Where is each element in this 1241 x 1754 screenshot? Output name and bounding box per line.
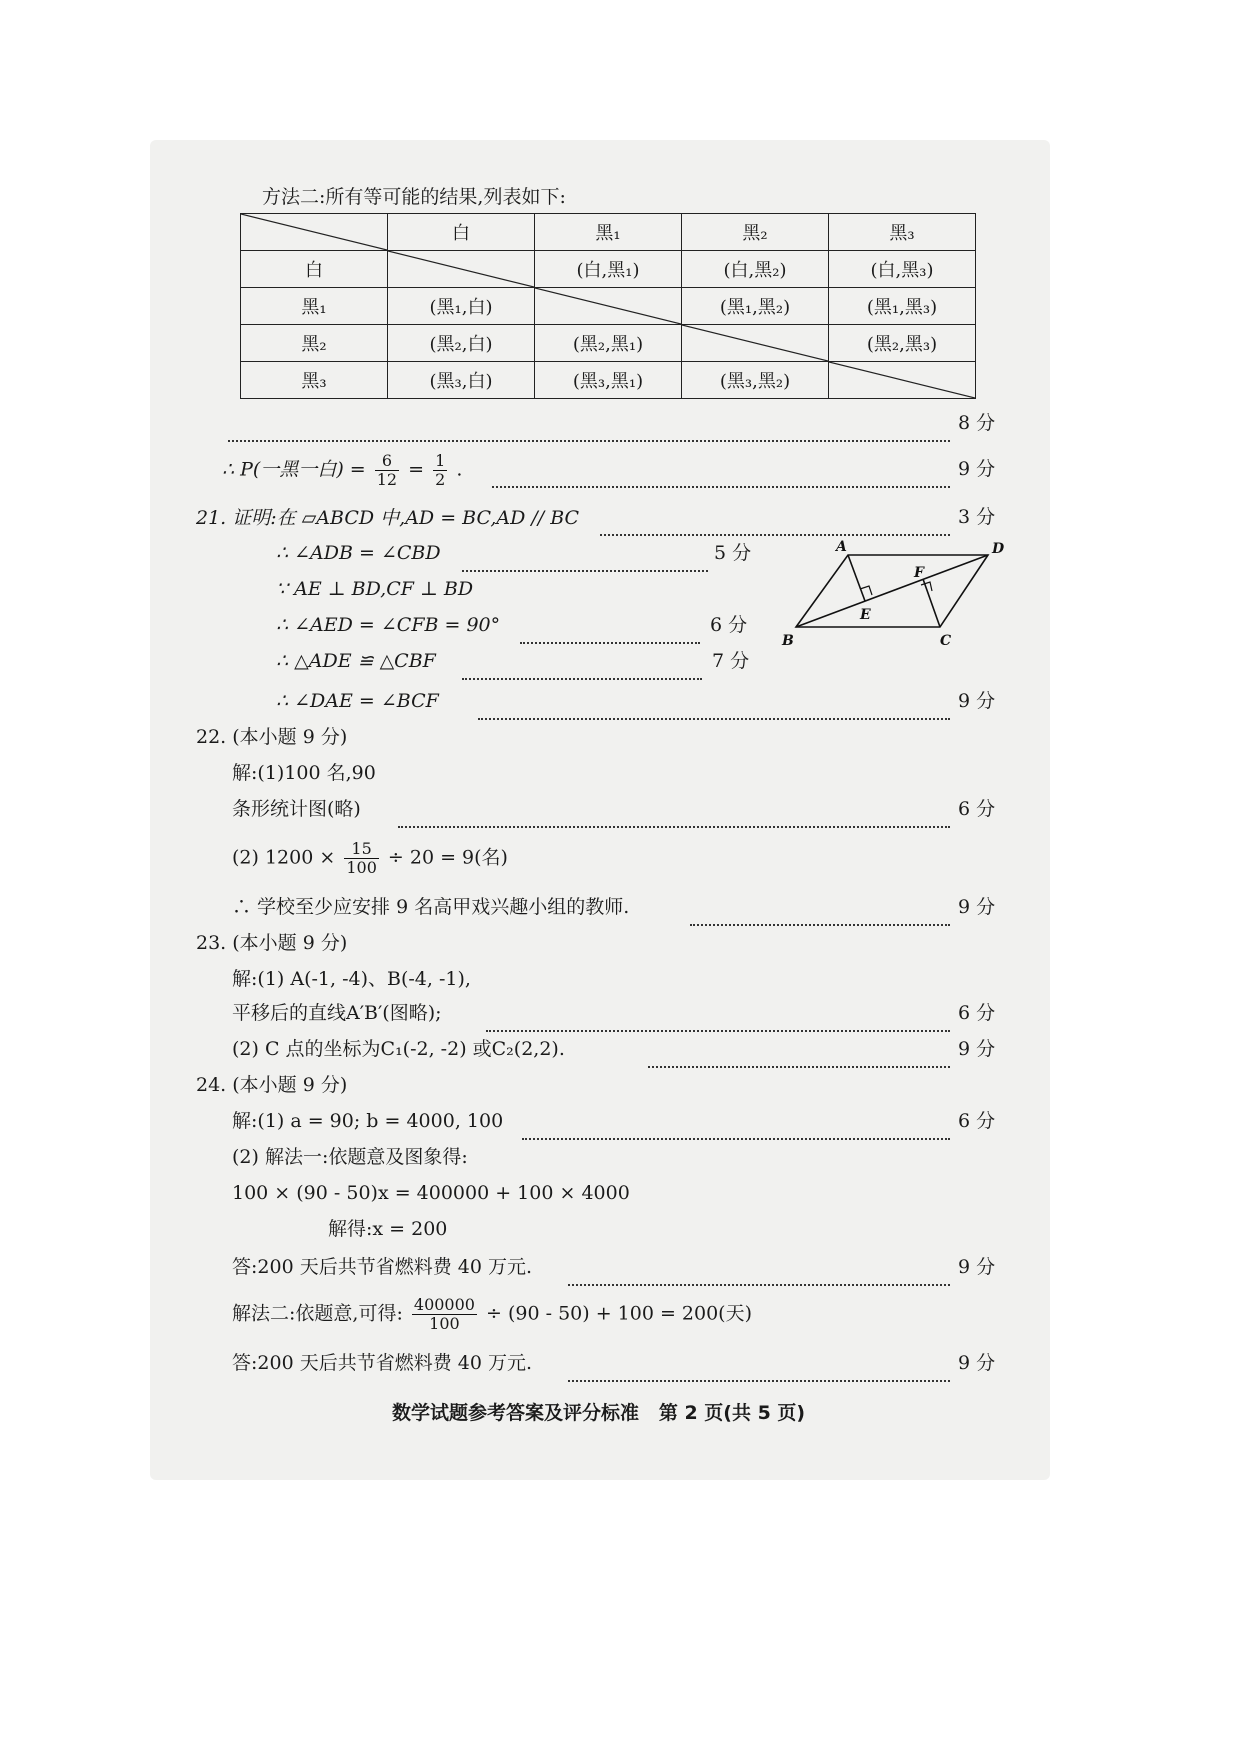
label-b: B (782, 633, 794, 649)
table-cell (535, 288, 682, 325)
score-label: 8 分 (958, 412, 996, 434)
parallelogram-figure (780, 535, 1010, 650)
q23-line3: (2) C 点的坐标为C₁(-2, -2) 或C₂(2,2). (232, 1038, 565, 1060)
score-label: 9 分 (958, 1038, 996, 1060)
q23-line2: 平移后的直线A′B′(图略); (232, 1002, 442, 1024)
diagonal-line (829, 362, 975, 398)
fraction: $\frac{400000}{100}$ (413, 1295, 475, 1333)
score-label: 9 分 (958, 1352, 996, 1374)
score-label: 9 分 (958, 458, 996, 480)
q22-title: 22. (本小题 9 分) (196, 726, 348, 748)
diagonal-line (388, 251, 534, 287)
q21-line1: 21. 证明:在 ▱ABCD 中,AD = BC,AD // BC (196, 507, 580, 529)
score-label: 3 分 (958, 506, 996, 528)
label-e: E (860, 607, 871, 623)
score-label: 9 分 (958, 896, 996, 918)
table-cell (829, 362, 976, 399)
table-cell: (黑₃,黑₂) (682, 362, 829, 399)
table-header-row (241, 214, 976, 251)
dotted-leader (462, 544, 708, 572)
q24-line6: 解法二:依题意,可得: $\frac{400000}{100}$ ÷ (90 - 50) + 100 = 200(天) (232, 1295, 753, 1333)
q21-line2: ∴ ∠ADB = ∠CBD (276, 542, 441, 564)
table-row (241, 251, 976, 288)
table-cell: (黑₁,黑₃) (829, 288, 976, 325)
q22-line1: 解:(1)100 名,90 (232, 762, 376, 784)
q24-line5: 答:200 天后共节省燃料费 40 万元. (232, 1256, 533, 1278)
q23-title: 23. (本小题 9 分) (196, 932, 348, 954)
diagonal-bd (796, 555, 988, 627)
dotted-leader (522, 1112, 950, 1140)
score-label: 6 分 (710, 614, 748, 636)
corner-cell (241, 214, 388, 251)
dotted-leader (648, 1040, 950, 1068)
table-cell: (黑₁,黑₂) (682, 288, 829, 325)
label-a: A (836, 539, 847, 555)
label-f: F (914, 565, 924, 581)
score-label: 5 分 (714, 542, 752, 564)
diagonal-line (535, 288, 681, 324)
q21-line4: ∴ ∠AED = ∠CFB = 90° (276, 614, 501, 636)
q24-line2: (2) 解法一:依题意及图象得: (232, 1146, 468, 1168)
fraction: $\frac{15}{100}$ (346, 839, 377, 877)
dotted-leader (690, 898, 950, 926)
q21-line6: ∴ ∠DAE = ∠BCF (276, 690, 439, 712)
prob-prefix: ∴ P(一黑一白) = (222, 458, 366, 481)
page-footer: 数学试题参考答案及评分标准 第 2 页(共 5 页) (392, 1402, 806, 1424)
table-row (241, 362, 976, 399)
table-cell: (黑₂,白) (388, 325, 535, 362)
q24-line4: 解得:x = 200 (328, 1218, 448, 1240)
q22-line2: 条形统计图(略) (232, 798, 361, 820)
q24-line7: 答:200 天后共节省燃料费 40 万元. (232, 1352, 533, 1374)
header-cell: 黑₁ (535, 214, 682, 251)
header-cell: 黑₃ (829, 214, 976, 251)
dotted-leader (398, 800, 950, 828)
table-cell (388, 251, 535, 288)
table-cell: (白,黑₁) (535, 251, 682, 288)
header-cell: 白 (388, 214, 535, 251)
score-label: 9 分 (958, 690, 996, 712)
q24-line3: 100 × (90 - 50)x = 400000 + 100 × 4000 (232, 1182, 630, 1204)
table-cell: (黑₃,白) (388, 362, 535, 399)
table-cell: (黑₁,白) (388, 288, 535, 325)
dotted-leader (462, 652, 702, 680)
score-label: 6 分 (958, 1002, 996, 1024)
diagonal-line (241, 214, 387, 250)
score-label: 6 分 (958, 798, 996, 820)
score-label: 6 分 (958, 1110, 996, 1132)
table-cell: (白,黑₃) (829, 251, 976, 288)
row-label: 黑₃ (241, 362, 388, 399)
table-cell: (白,黑₂) (682, 251, 829, 288)
row-label: 白 (241, 251, 388, 288)
q23-line1: 解:(1) A(-1, -4)、B(-4, -1), (232, 968, 471, 990)
dotted-leader (568, 1258, 950, 1286)
dotted-leader (486, 1004, 950, 1032)
table-cell: (黑₂,黑₃) (829, 325, 976, 362)
table-row (241, 288, 976, 325)
table-cell: (黑₃,黑₁) (535, 362, 682, 399)
header-cell: 黑₂ (682, 214, 829, 251)
probability-line: ∴ P(一黑一白) = $\frac{6}{12}$ = $\frac{1}{2}$ . (222, 451, 463, 489)
dotted-leader (492, 460, 950, 488)
row-label: 黑₂ (241, 325, 388, 362)
diagonal-line (682, 325, 828, 361)
dotted-leader (478, 692, 950, 720)
q22-line3: (2) 1200 × $\frac{15}{100}$ ÷ 20 = 9(名) (232, 839, 508, 877)
q21-line3: ∵ AE ⊥ BD,CF ⊥ BD (276, 578, 474, 600)
segment-ae (848, 555, 865, 601)
label-c: C (940, 633, 952, 649)
row-label: 黑₁ (241, 288, 388, 325)
dotted-leader (600, 508, 950, 536)
table-row (241, 325, 976, 362)
label-d: D (992, 541, 1005, 557)
score-label: 7 分 (712, 650, 750, 672)
table-cell: (黑₂,黑₁) (535, 325, 682, 362)
fraction: $\frac{6}{12}$ (376, 451, 398, 489)
method2-intro: 方法二:所有等可能的结果,列表如下: (262, 186, 566, 208)
score-label: 9 分 (958, 1256, 996, 1278)
q22-line4: ∴ 学校至少应安排 9 名高甲戏兴趣小组的教师. (232, 896, 630, 918)
outcome-table (240, 213, 976, 399)
q24-line1: 解:(1) a = 90; b = 4000, 100 (232, 1110, 504, 1132)
q21-line5: ∴ △ADE ≌ △CBF (276, 650, 436, 672)
dotted-leader (568, 1354, 950, 1382)
q24-title: 24. (本小题 9 分) (196, 1074, 348, 1096)
dotted-leader (520, 616, 700, 644)
fraction: $\frac{1}{2}$ (435, 451, 446, 489)
table-cell (682, 325, 829, 362)
dotted-leader (228, 414, 950, 442)
